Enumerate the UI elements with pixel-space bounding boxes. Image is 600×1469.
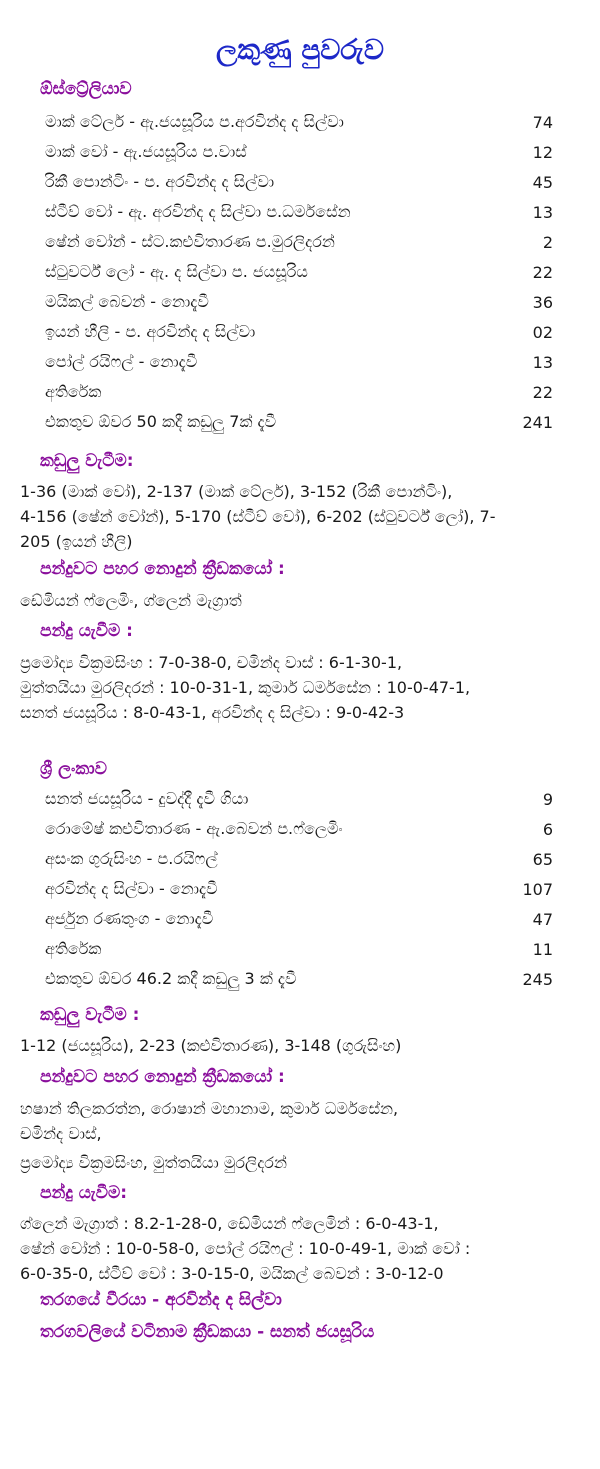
runs-value: 47 (532, 909, 553, 929)
australia-batting-row (45, 317, 553, 347)
runs-value: 6 (542, 819, 553, 839)
australia-batting-row (45, 167, 553, 197)
dnb-line: ප්‍රමෝද්‍ය වික්‍රමසිංහ, මුත්තයියා මුරලිදරන් (20, 1153, 287, 1172)
runs-value: 65 (532, 849, 553, 869)
dnb-line: චමින්ද වාස්, (20, 1124, 102, 1143)
runs-value: 45 (532, 172, 553, 192)
sri-lanka-total-row (45, 964, 553, 994)
fow-line: 4-156 (ෂේන් වෝන්), 5-170 (ස්ටීව් වෝ), 6-202 (ස්ටුවර්ට් ලෝ), 7- (20, 507, 496, 526)
extras-value: 22 (532, 382, 553, 402)
australia-total-row (45, 407, 553, 437)
runs-value: 02 (532, 322, 553, 342)
batsman-entry: මයිකල් බෙවන් - නොදැවී (45, 292, 209, 311)
extras-label: අතිරේක (45, 382, 102, 401)
extras-label: අතිරේක (45, 939, 102, 958)
man-of-match: තරගයේ වීරයා - අරවින්ද ද සිල්වා (40, 1290, 282, 1310)
batsman-entry: ස්ටීව් වෝ - ඇ. අරවින්ද ද සිල්වා ප.ධර්මසේන (45, 202, 351, 221)
fow-line: 1-12 (ජයසූරිය), 2-23 (කළුවිතාරණ), 3-148 (ගුරුසිංහ) (20, 1036, 402, 1055)
batsman-entry: මාක් වෝ - ඇ.ජයසූරිය ප.වාස් (45, 142, 247, 161)
sri-lanka-batting-row (45, 844, 553, 874)
australia-dnb-heading: පන්දුවට පහර නොදුන් ක්‍රීඩකයෝ : (40, 559, 285, 579)
sri-lanka-bowling-text (20, 1211, 582, 1286)
sri-lanka-bowling-heading: පන්දු යැවීම: (40, 1183, 127, 1203)
sri-lanka-fow-heading: කඩුලු වැටීම : (40, 1005, 140, 1025)
runs-value: 13 (532, 202, 553, 222)
total-value: 245 (522, 969, 553, 989)
batsman-entry: ස්ටුවර්ට් ලෝ - ඇ. ද සිල්වා ප. ජයසූරිය (45, 262, 308, 281)
bowling-line: 6-0-35-0, ස්ටීව් වෝ : 3-0-15-0, මයිකල් බෙවන් : 3-0-12-0 (20, 1264, 444, 1283)
runs-value: 13 (532, 352, 553, 372)
australia-fow-heading: කඩුලු වැටීම: (40, 451, 134, 471)
runs-value: 12 (532, 142, 553, 162)
sri-lanka-batting-row (45, 904, 553, 934)
batsman-entry: රොමේෂ් කළුවිතාරණ - ඇ.බෙවන් ප.ෆ්ලෙමිං (45, 819, 343, 838)
australia-batting-row (45, 197, 553, 227)
australia-batting-row (45, 227, 553, 257)
batsman-entry: පෝල් රයිෆල් - නොදැවී (45, 352, 198, 371)
bowling-line: ග්ලෙන් මැග්‍රාත් : 8.2-1-28-0, ඩේමියන් ෆ්ලෙමින් : 6-0-43-1, (20, 1214, 439, 1233)
sri-lanka-fow-text (20, 1033, 582, 1058)
extras-value: 11 (532, 939, 553, 959)
batsman-entry: මාක් ටේලර් - ඇ.ජයසූරිය ප.අරවින්ද ද සිල්වා (45, 112, 344, 131)
page-title: ලකුණු පුවරුව (216, 33, 384, 66)
australia-bowling-heading: පන්දු යැවීම : (40, 621, 133, 641)
runs-value: 9 (542, 789, 553, 809)
sri-lanka-extras-row (45, 934, 553, 964)
sri-lanka-dnb-text (20, 1096, 582, 1146)
batsman-entry: අසංක ගුරුසිංහ - ප.රයිෆල් (45, 849, 218, 868)
total-value: 241 (522, 412, 553, 432)
runs-value: 74 (532, 112, 553, 132)
dnb-line: හෂාන් තිලකරත්න, රොෂාන් මහානාම, කුමාර් ධර්මසේන, (20, 1099, 399, 1118)
australia-fow-text (20, 479, 582, 554)
australia-batting-row (45, 107, 553, 137)
australia-batting-row (45, 257, 553, 287)
batsman-entry: අරවින්ද ද සිල්වා - නොදැවී (45, 879, 218, 898)
australia-batting-row (45, 347, 553, 377)
bowling-line: ප්‍රමෝද්‍ය වික්‍රමසිංහ : 7-0-38-0, චමින්ද වාස් : 6-1-30-1, (20, 653, 403, 672)
sri-lanka-batting-row (45, 784, 553, 814)
batsman-entry: අර්ජුන රණතුංග - නොදැවී (45, 909, 214, 928)
batsman-entry: සනත් ජයසූරිය - දුවද්දී දැවී ගියා (45, 789, 249, 808)
total-label: එකතුව ඕවර 46.2 කදී කඩුලු 3 ක් දැවී (45, 969, 297, 988)
fow-line: 205 (ඉයන් හීලි) (20, 532, 133, 551)
sri-lanka-dnb-text-2 (20, 1150, 582, 1175)
batsman-entry: ෂේන් වෝන් - ස්ට.කළුවිතාරණ ප.මුරලිදරන් (45, 232, 335, 251)
runs-value: 2 (542, 232, 553, 252)
australia-heading: ඕස්ට්‍රේලියාව (40, 79, 132, 99)
australia-bowling-text (20, 650, 582, 725)
batsman-entry: රිකී පොන්ටිං - ප. අරවින්ද ද සිල්වා (45, 172, 275, 191)
fow-line: 1-36 (මාක් වෝ), 2-137 (මාක් ටේලර්), 3-152 (රිකී පොන්ටිං), (20, 482, 453, 501)
dnb-line: ඩේමියන් ෆ්ලෙමිං, ග්ලෙන් මැග්‍රාත් (20, 591, 242, 610)
batsman-entry: ඉයන් හීලි - ප. අරවින්ද ද සිල්වා (45, 322, 256, 341)
total-label: එකතුව ඕවර 50 කදී කඩුලු 7ක් දැවී (45, 412, 277, 431)
runs-value: 107 (522, 879, 553, 899)
bowling-line: මුත්තයියා මුරලිදරන් : 10-0-31-1, කුමාර් ධර්මසේන : 10-0-47-1, (20, 678, 471, 697)
sri-lanka-batting-row (45, 874, 553, 904)
australia-batting-row (45, 137, 553, 167)
sri-lanka-dnb-heading: පන්දුවට පහර නොදුන් ක්‍රීඩකයෝ : (40, 1067, 285, 1087)
runs-value: 22 (532, 262, 553, 282)
australia-extras-row (45, 377, 553, 407)
australia-dnb-text (20, 588, 582, 613)
man-of-series: තරගවලියේ වටිනාම ක්‍රීඩකයා - සනත් ජයසූරිය (40, 1322, 375, 1342)
sri-lanka-heading: ශ්‍රී ලංකාව (40, 759, 107, 779)
runs-value: 36 (532, 292, 553, 312)
bowling-line: සනත් ජයසූරිය : 8-0-43-1, අරවින්ද ද සිල්වා : 9-0-42-3 (20, 703, 405, 722)
bowling-line: ෂේන් වෝන් : 10-0-58-0, පෝල් රයිෆල් : 10-0-49-1, මාක් වෝ : (20, 1239, 471, 1258)
australia-batting-row (45, 287, 553, 317)
sri-lanka-batting-row (45, 814, 553, 844)
